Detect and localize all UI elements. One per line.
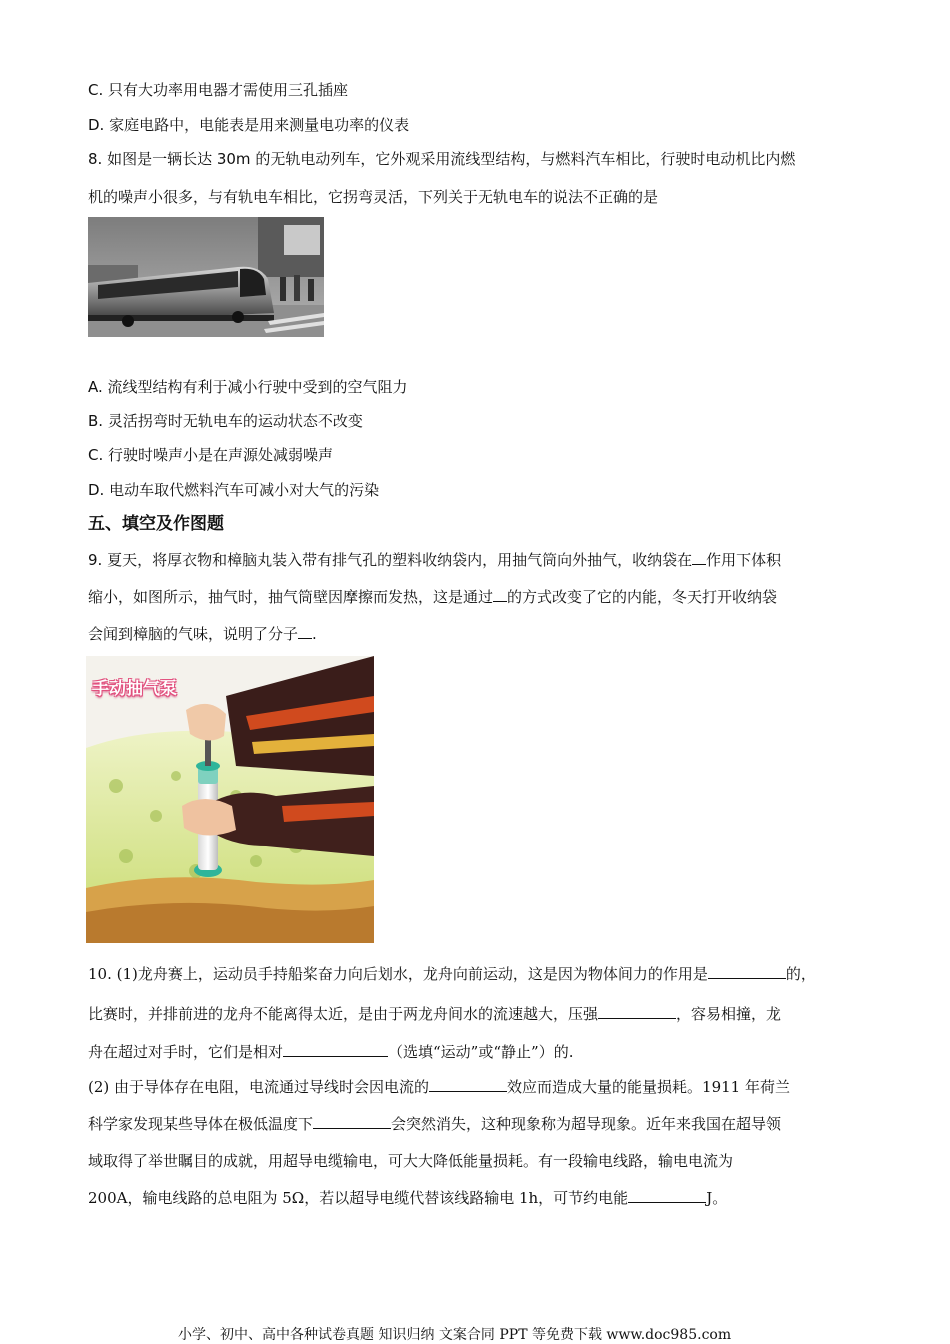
q9-line-3-text-b: . xyxy=(312,625,317,643)
answer-blank[interactable] xyxy=(429,1076,507,1092)
q10-line-1-text-a: 10. (1)龙舟赛上，运动员手持船桨奋力向后划水，龙舟向前运动，这是因为物体间力的作用是 xyxy=(88,965,708,983)
answer-blank[interactable] xyxy=(313,1113,391,1129)
q9-line-1 xyxy=(88,549,781,570)
q10-line-7-text-b: J。 xyxy=(706,1189,728,1207)
q10-line-7 xyxy=(88,1187,727,1208)
answer-blank[interactable] xyxy=(692,549,706,565)
q9-line-3-text-a: 会闻到樟脑的气味，说明了分子 xyxy=(88,625,299,643)
q9-line-2 xyxy=(88,586,777,607)
q10-line-1 xyxy=(88,963,816,984)
section-heading: 五、填空及作图题 xyxy=(88,514,224,534)
q8-option-a: A. 流线型结构有利于减小行驶中受到的空气阻力 xyxy=(88,378,408,396)
q7-option-c: C. 只有大功率用电器才需使用三孔插座 xyxy=(88,81,349,99)
q10-line-2 xyxy=(88,1003,781,1024)
hand-air-pump-photo xyxy=(86,656,374,943)
q9-line-2-text-b: 的方式改变了它的内能，冬天打开收纳袋 xyxy=(507,588,778,606)
page-footer: 小学、初中、高中各种试卷真题 知识归纳 文案合同 PPT 等免费下载 www.doc985.com xyxy=(178,1327,732,1343)
q8-option-d: D. 电动车取代燃料汽车可减小对大气的污染 xyxy=(88,481,380,499)
q10-line-1-text-b: 的， xyxy=(785,965,816,983)
q8-stem-line-2: 机的噪声小很多，与有轨电车相比，它拐弯灵活，下列关于无轨电车的说法不正确的是 xyxy=(88,188,659,206)
q7-option-d: D. 家庭电路中，电能表是用来测量电功率的仪表 xyxy=(88,116,410,134)
q8-stem-line-1: 8. 如图是一辆长达 30m 的无轨电动列车，它外观采用流线型结构，与燃料汽车相比，行驶时电动机比内燃 xyxy=(88,150,796,168)
answer-blank[interactable] xyxy=(283,1041,388,1057)
q10-line-2-text-b: ，容易相撞，龙 xyxy=(676,1005,782,1023)
q10-line-5 xyxy=(88,1113,781,1134)
q9-line-3 xyxy=(88,623,317,644)
q10-line-2-text-a: 比赛时，并排前进的龙舟不能离得太近，是由于两龙舟间水的流速越大，压强 xyxy=(88,1005,599,1023)
answer-blank[interactable] xyxy=(598,1003,676,1019)
answer-blank[interactable] xyxy=(628,1187,706,1203)
pump-photo-caption: 手动抽气泵 xyxy=(92,679,177,699)
q9-line-2-text-a: 缩小，如图所示，抽气时，抽气筒壁因摩擦而发热，这是通过 xyxy=(88,588,494,606)
q8-option-b: B. 灵活拐弯时无轨电车的运动状态不改变 xyxy=(88,412,363,430)
q10-line-3 xyxy=(88,1041,573,1062)
q10-line-5-text-a: 科学家发现某些导体在极低温度下 xyxy=(88,1115,314,1133)
trackless-tram-photo xyxy=(88,217,324,337)
q10-line-5-text-b: 会突然消失，这种现象称为超导现象。近年来我国在超导领 xyxy=(391,1115,782,1133)
answer-blank[interactable] xyxy=(708,963,786,979)
q9-line-1-text-b: 作用下体积 xyxy=(706,551,782,569)
q10-line-4-text-a: (2) 由于导体存在电阻，电流通过导线时会因电流的 xyxy=(88,1078,430,1096)
q10-line-3-text-b: （选填“运动”或“静止”）的. xyxy=(388,1043,574,1061)
answer-blank[interactable] xyxy=(493,586,507,602)
q10-line-3-text-a: 舟在超过对手时，它们是相对 xyxy=(88,1043,284,1061)
answer-blank[interactable] xyxy=(298,623,312,639)
q10-line-6: 域取得了举世瞩目的成就，用超导电缆输电，可大大降低能量损耗。有一段输电线路，输电电流为 xyxy=(88,1152,734,1170)
q9-line-1-text-a: 9. 夏天，将厚衣物和樟脑丸装入带有排气孔的塑料收纳袋内，用抽气筒向外抽气，收纳袋在 xyxy=(88,551,693,569)
q10-line-7-text-a: 200A，输电线路的总电阻为 5Ω，若以超导电缆代替该线路输电 1h，可节约电能 xyxy=(88,1189,629,1207)
q8-option-c: C. 行驶时噪声小是在声源处减弱噪声 xyxy=(88,446,334,464)
q10-line-4-text-b: 效应而造成大量的能量损耗。1911 年荷兰 xyxy=(507,1078,790,1096)
q10-line-4 xyxy=(88,1076,790,1097)
